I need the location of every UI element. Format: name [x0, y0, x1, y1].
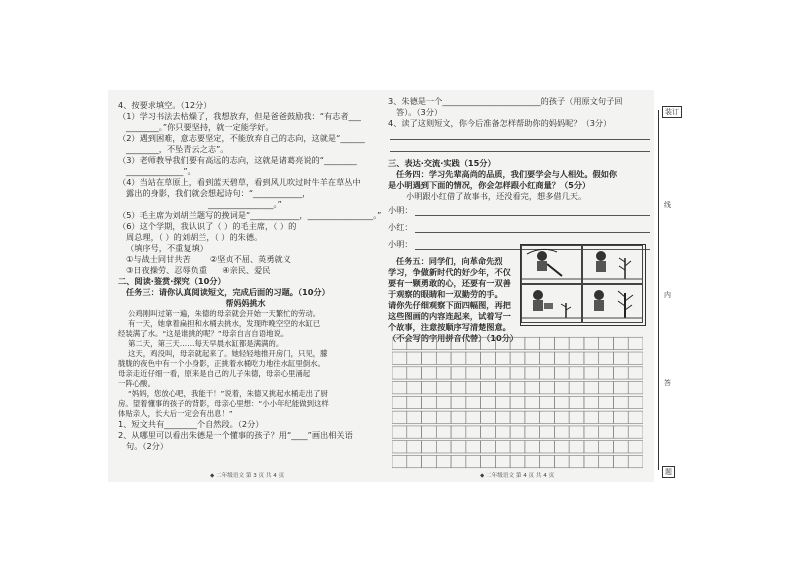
grid-cell[interactable] — [540, 337, 555, 349]
grid-cell[interactable] — [554, 396, 569, 408]
grid-cell[interactable] — [510, 396, 525, 408]
grid-cell[interactable] — [540, 426, 555, 438]
task-5-line: 个故事，注意按顺序写清楚图意。 — [388, 322, 511, 332]
grid-cell[interactable] — [569, 396, 584, 408]
grid-cell[interactable] — [436, 441, 451, 453]
task-5-line: 请你先仔细观察下面四幅图，再把 — [388, 300, 511, 310]
passage-line: 胧胧的夜色中有一个小身影，正挑着水桶吃力地往水缸里倒水。 — [118, 359, 325, 368]
grid-cell[interactable] — [599, 396, 614, 408]
grid-cell[interactable] — [407, 441, 422, 453]
grid-cell[interactable] — [451, 352, 466, 364]
margin-char: 答 — [664, 379, 671, 387]
grid-cell[interactable] — [407, 411, 422, 423]
grid-cell[interactable] — [554, 411, 569, 423]
grid-cell[interactable] — [510, 441, 525, 453]
grid-cell[interactable] — [495, 441, 510, 453]
grid-cell[interactable] — [525, 441, 540, 453]
grid-cell[interactable] — [613, 426, 628, 438]
task-5-line: 这些图画的内容连起来，试着写一 — [388, 311, 511, 321]
grid-cell[interactable] — [554, 352, 569, 364]
grid-cell[interactable] — [436, 455, 451, 467]
grid-cell[interactable] — [525, 455, 540, 467]
q4-item-4: （4）当站在草原上，看到蓝天碧草，看到风儿吹过时牛羊在草丛中 — [118, 177, 361, 187]
grid-cell[interactable] — [613, 382, 628, 394]
option-1: ①与战士同甘共苦 — [126, 254, 191, 264]
passage-line: 房。望着懂事的孩子的背影，母亲心里想：“小小年纪能做到这样 — [118, 399, 329, 408]
grid-cell[interactable] — [481, 441, 496, 453]
grid-cell[interactable] — [584, 367, 599, 379]
reading-question-3-cont: 答）。（3分） — [396, 107, 443, 117]
grid-cell[interactable] — [466, 426, 481, 438]
grid-cell[interactable] — [554, 426, 569, 438]
grid-cell[interactable] — [510, 382, 525, 394]
grid-cell[interactable] — [451, 382, 466, 394]
grid-cell[interactable] — [495, 382, 510, 394]
grid-cell[interactable] — [451, 455, 466, 467]
q4-item-6: （6）这个学期，我认识了（ ）的毛主席，（ ）的 — [118, 221, 297, 231]
grid-cell[interactable] — [599, 337, 614, 349]
q4-item-1: （1）学习书法去枯燥了，我想放弃，但是爸爸鼓励我：“有志者___ — [118, 111, 361, 121]
grid-cell[interactable] — [510, 426, 525, 438]
grid-cell[interactable] — [422, 441, 437, 453]
binding-line — [658, 110, 659, 470]
grid-cell[interactable] — [599, 382, 614, 394]
q4-item-6-cont: 周总理，（ ）的刘胡兰，（ ）的朱德。 — [126, 232, 263, 242]
page-footer-right: ◆ 二年级语文 第 4 页 共 4 页 — [480, 473, 555, 479]
grid-cell[interactable] — [599, 367, 614, 379]
grid-cell[interactable] — [554, 382, 569, 394]
grid-cell[interactable] — [584, 441, 599, 453]
grid-cell[interactable] — [436, 337, 451, 349]
speaker-label: 小红： — [388, 222, 413, 232]
grid-cell[interactable] — [392, 337, 407, 349]
grid-cell[interactable] — [451, 367, 466, 379]
picture-sequence — [520, 244, 646, 326]
grid-cell[interactable] — [584, 352, 599, 364]
grid-cell[interactable] — [466, 396, 481, 408]
dialogue-scenario: 小明跟小红借了故事书，还没看完，想多借几天。 — [406, 191, 587, 201]
left-page — [118, 100, 382, 452]
options-row-2 — [118, 265, 373, 276]
q4-item-3: （3）老师教导我们要有高远的志向，这就是诸葛亮说的“________ — [118, 155, 357, 165]
answer-line[interactable] — [388, 144, 650, 152]
grid-cell[interactable] — [422, 367, 437, 379]
passage-line: 第二天，第三天……每天早晨水缸都是满满的。 — [128, 339, 284, 348]
grid-cell[interactable] — [525, 337, 540, 349]
passage-title: 帮妈妈挑水 — [225, 299, 266, 308]
options-row-1 — [118, 254, 373, 265]
grid-cell[interactable] — [451, 396, 466, 408]
grid-cell[interactable] — [613, 411, 628, 423]
grid-cell[interactable] — [392, 352, 407, 364]
picture-2 — [582, 245, 643, 284]
margin-char: 内 — [664, 291, 671, 299]
grid-cell[interactable] — [628, 337, 643, 349]
binding-label: 装订 — [662, 106, 682, 118]
task-5-line: （不会写的字用拼音代替）（10分） — [388, 333, 519, 343]
grid-cell[interactable] — [628, 426, 643, 438]
reading-question-3: 3、朱德是一个________________________的孩子（用原文句子回 — [388, 96, 623, 106]
grid-cell[interactable] — [481, 426, 496, 438]
grid-cell[interactable] — [466, 337, 481, 349]
grid-cell[interactable] — [510, 337, 525, 349]
picture-3 — [521, 284, 582, 323]
option-2: ②坚贞不屈、英勇就义 — [209, 254, 291, 264]
grid-cell[interactable] — [613, 455, 628, 467]
page-footer-left: ◆ 二年级语文 第 3 页 共 4 页 — [210, 473, 285, 479]
grid-cell[interactable] — [481, 411, 496, 423]
passage-line: “妈妈，您放心吧，我能干！”说着，朱德又挑起水桶走出了厨 — [128, 389, 328, 398]
grid-cell[interactable] — [569, 411, 584, 423]
reading-question-1: 1、短文共有________个自然段。（2分） — [118, 419, 264, 429]
grid-cell[interactable] — [451, 426, 466, 438]
grid-cell[interactable] — [569, 337, 584, 349]
passage-line: 母亲走近仔细一看，原来是自己的儿子朱德，母亲心里涌起 — [118, 369, 311, 378]
grid-cell[interactable] — [584, 382, 599, 394]
option-4: ④亲民、爱民 — [222, 265, 271, 275]
grid-cell[interactable] — [436, 411, 451, 423]
q4-item-5: （5）毛主席为刘胡兰题写的挽词是“____________，________________。” — [118, 210, 382, 220]
section-3-heading: 三、表达·交流·实践（15分） — [388, 158, 496, 168]
grid-cell[interactable] — [540, 411, 555, 423]
q4-item-4-cont2: ________________。” — [208, 199, 282, 209]
grid-cell[interactable] — [466, 455, 481, 467]
grid-cell[interactable] — [584, 426, 599, 438]
grid-cell[interactable] — [466, 441, 481, 453]
grid-cell[interactable] — [510, 455, 525, 467]
grid-cell[interactable] — [540, 396, 555, 408]
grid-cell[interactable] — [466, 382, 481, 394]
grid-cell[interactable] — [392, 455, 407, 467]
passage-line: 有一天，她拿着扁担和水桶去挑水，发现昨晚空空的水缸已 — [128, 319, 321, 328]
task-5-block — [388, 256, 520, 344]
grid-cell[interactable] — [392, 396, 407, 408]
grid-cell[interactable] — [569, 352, 584, 364]
grid-cell[interactable] — [407, 396, 422, 408]
q4-item-6-note: （填序号，不重复填） — [126, 243, 208, 253]
grid-cell[interactable] — [525, 367, 540, 379]
grid-cell[interactable] — [495, 367, 510, 379]
q4-item-2-cont: ________，不坠青云之志”。 — [126, 144, 229, 154]
grid-cell[interactable] — [584, 411, 599, 423]
passage-line: 公鸡刚叫过第一遍，朱德的母亲就会开始一天繁忙的劳动。 — [128, 309, 321, 318]
grid-cell[interactable] — [569, 455, 584, 467]
grid-cell[interactable] — [628, 382, 643, 394]
grid-cell[interactable] — [436, 352, 451, 364]
grid-cell[interactable] — [481, 337, 496, 349]
task-4-prompt-cont: 是小明遇到下面的情况，你会怎样跟小红商量？（5分） — [388, 180, 591, 190]
boy-planting-icon — [583, 246, 642, 283]
grid-cell[interactable] — [628, 367, 643, 379]
grid-cell[interactable] — [554, 367, 569, 379]
grid-cell[interactable] — [481, 367, 496, 379]
task-3-prompt: 任务三：请你认真阅读短文，完成后面的习题。（10分） — [126, 287, 330, 297]
grid-cell[interactable] — [540, 367, 555, 379]
grid-cell[interactable] — [407, 382, 422, 394]
dialogue-line-1[interactable] — [388, 205, 650, 216]
grid-cell[interactable] — [451, 411, 466, 423]
grid-cell[interactable] — [584, 337, 599, 349]
grid-cell[interactable] — [422, 396, 437, 408]
grid-cell[interactable] — [495, 455, 510, 467]
grid-cell[interactable] — [407, 367, 422, 379]
grid-cell[interactable] — [584, 455, 599, 467]
tree-grown-icon — [583, 285, 642, 322]
grid-cell[interactable] — [540, 352, 555, 364]
grid-cell[interactable] — [613, 441, 628, 453]
writing-grid[interactable] — [392, 336, 643, 469]
grid-cell[interactable] — [407, 426, 422, 438]
grid-cell[interactable] — [407, 352, 422, 364]
q4-heading: 4、按要求填空。（12分） — [118, 100, 212, 110]
task-5-line: 学习，争做新时代的好少年，不仅 — [388, 267, 511, 277]
task-4-prompt: 任务四：学习先辈高尚的品质，我们要学会与人相处。假如你 — [396, 169, 618, 179]
passage-line: 一阵心酸。 — [118, 379, 155, 388]
grid-cell[interactable] — [525, 382, 540, 394]
grid-cell[interactable] — [599, 352, 614, 364]
grid-cell[interactable] — [436, 367, 451, 379]
grid-cell[interactable] — [613, 367, 628, 379]
grid-cell[interactable] — [540, 455, 555, 467]
task-5-prompt: 任务五：同学们，向革命先烈 — [396, 256, 503, 266]
grid-cell[interactable] — [392, 441, 407, 453]
grid-cell[interactable] — [422, 382, 437, 394]
grid-cell[interactable] — [525, 411, 540, 423]
grid-cell[interactable] — [510, 411, 525, 423]
q4-item-4-cont: 露出的身影，我们就会想起诗句：“____________， — [126, 188, 311, 198]
grid-cell[interactable] — [436, 382, 451, 394]
task-5-line: 于观察的眼睛和一双勤劳的手。 — [388, 289, 503, 299]
grid-cell[interactable] — [584, 396, 599, 408]
section-2-heading: 二、阅读·鉴赏·探究（10分） — [118, 276, 226, 286]
grid-cell[interactable] — [422, 337, 437, 349]
grid-cell[interactable] — [407, 455, 422, 467]
grid-cell[interactable] — [510, 367, 525, 379]
grid-cell[interactable] — [451, 337, 466, 349]
grid-cell[interactable] — [495, 426, 510, 438]
grid-cell[interactable] — [451, 441, 466, 453]
grid-cell[interactable] — [613, 352, 628, 364]
grid-cell[interactable] — [495, 337, 510, 349]
grid-cell[interactable] — [613, 396, 628, 408]
binding-label: 题 — [662, 466, 675, 478]
boy-watering-icon — [522, 285, 581, 322]
picture-1 — [521, 245, 582, 284]
grid-cell[interactable] — [392, 382, 407, 394]
grid-cell[interactable] — [554, 455, 569, 467]
grid-cell[interactable] — [628, 411, 643, 423]
grid-cell[interactable] — [569, 382, 584, 394]
reading-question-2: 2、从哪里可以看出朱德是一个懂事的孩子？用“____”画出相关语 — [118, 430, 353, 440]
answer-line[interactable] — [388, 132, 650, 140]
grid-cell[interactable] — [495, 352, 510, 364]
grid-cell[interactable] — [613, 337, 628, 349]
grid-cell[interactable] — [481, 352, 496, 364]
grid-cell[interactable] — [540, 382, 555, 394]
grid-cell[interactable] — [392, 426, 407, 438]
grid-cell[interactable] — [554, 441, 569, 453]
passage-body — [118, 309, 373, 419]
grid-cell[interactable] — [628, 441, 643, 453]
grid-cell[interactable] — [466, 411, 481, 423]
reading-question-4: 4、读了这则短文，你今后准备怎样帮助你的妈妈呢？（3分） — [388, 118, 612, 128]
grid-cell[interactable] — [599, 441, 614, 453]
grid-cell[interactable] — [466, 367, 481, 379]
grid-cell[interactable] — [481, 382, 496, 394]
grid-cell[interactable] — [599, 411, 614, 423]
picture-4 — [582, 284, 643, 323]
dialogue-line-2[interactable] — [388, 222, 650, 233]
grid-cell[interactable] — [481, 396, 496, 408]
grid-cell[interactable] — [510, 352, 525, 364]
speaker-label: 小明： — [388, 205, 413, 215]
grid-cell[interactable] — [495, 411, 510, 423]
speaker-label: 小明： — [388, 239, 413, 249]
grid-cell[interactable] — [422, 455, 437, 467]
grid-cell[interactable] — [481, 455, 496, 467]
grid-cell[interactable] — [466, 352, 481, 364]
grid-cell[interactable] — [422, 352, 437, 364]
grid-cell[interactable] — [599, 455, 614, 467]
grid-cell[interactable] — [628, 352, 643, 364]
boy-digging-icon — [522, 246, 581, 283]
task-5-line: 要有一颗勇敢的心，还要有一双善 — [388, 278, 511, 288]
grid-cell[interactable] — [422, 426, 437, 438]
grid-cell[interactable] — [569, 441, 584, 453]
grid-cell[interactable] — [554, 337, 569, 349]
grid-cell[interactable] — [436, 396, 451, 408]
grid-cell[interactable] — [407, 337, 422, 349]
grid-cell[interactable] — [569, 367, 584, 379]
grid-cell[interactable] — [569, 426, 584, 438]
grid-cell[interactable] — [599, 426, 614, 438]
passage-line: 体贴亲人，长大后一定会有出息！” — [118, 409, 233, 418]
grid-cell[interactable] — [628, 396, 643, 408]
grid-cell[interactable] — [392, 411, 407, 423]
passage-line: 经装满了水。“这是谁挑的呢？”母亲自言自语地说。 — [118, 329, 289, 338]
grid-cell[interactable] — [628, 455, 643, 467]
grid-cell[interactable] — [540, 441, 555, 453]
q4-item-3-cont: ______________”。 — [126, 166, 196, 176]
passage-line: 这天，鸡没叫，母亲就起来了。她轻轻地推开房门，只见，朦 — [128, 349, 328, 358]
grid-cell[interactable] — [525, 352, 540, 364]
q4-item-1-cont: ________。”你只要坚持，就一定能学好。 — [126, 122, 274, 132]
reading-question-2-cont: 句。（2分） — [126, 441, 169, 451]
option-3: ③日夜操劳、忍辱负重 — [126, 265, 208, 275]
grid-cell[interactable] — [422, 411, 437, 423]
grid-cell[interactable] — [525, 396, 540, 408]
grid-cell[interactable] — [495, 396, 510, 408]
margin-char: 线 — [664, 201, 671, 209]
q4-item-2: （2）遇到困难，意志要坚定，不能放弃自己的志向，这就是“______ — [118, 133, 365, 143]
grid-cell[interactable] — [525, 426, 540, 438]
grid-cell[interactable] — [436, 426, 451, 438]
grid-cell[interactable] — [392, 367, 407, 379]
